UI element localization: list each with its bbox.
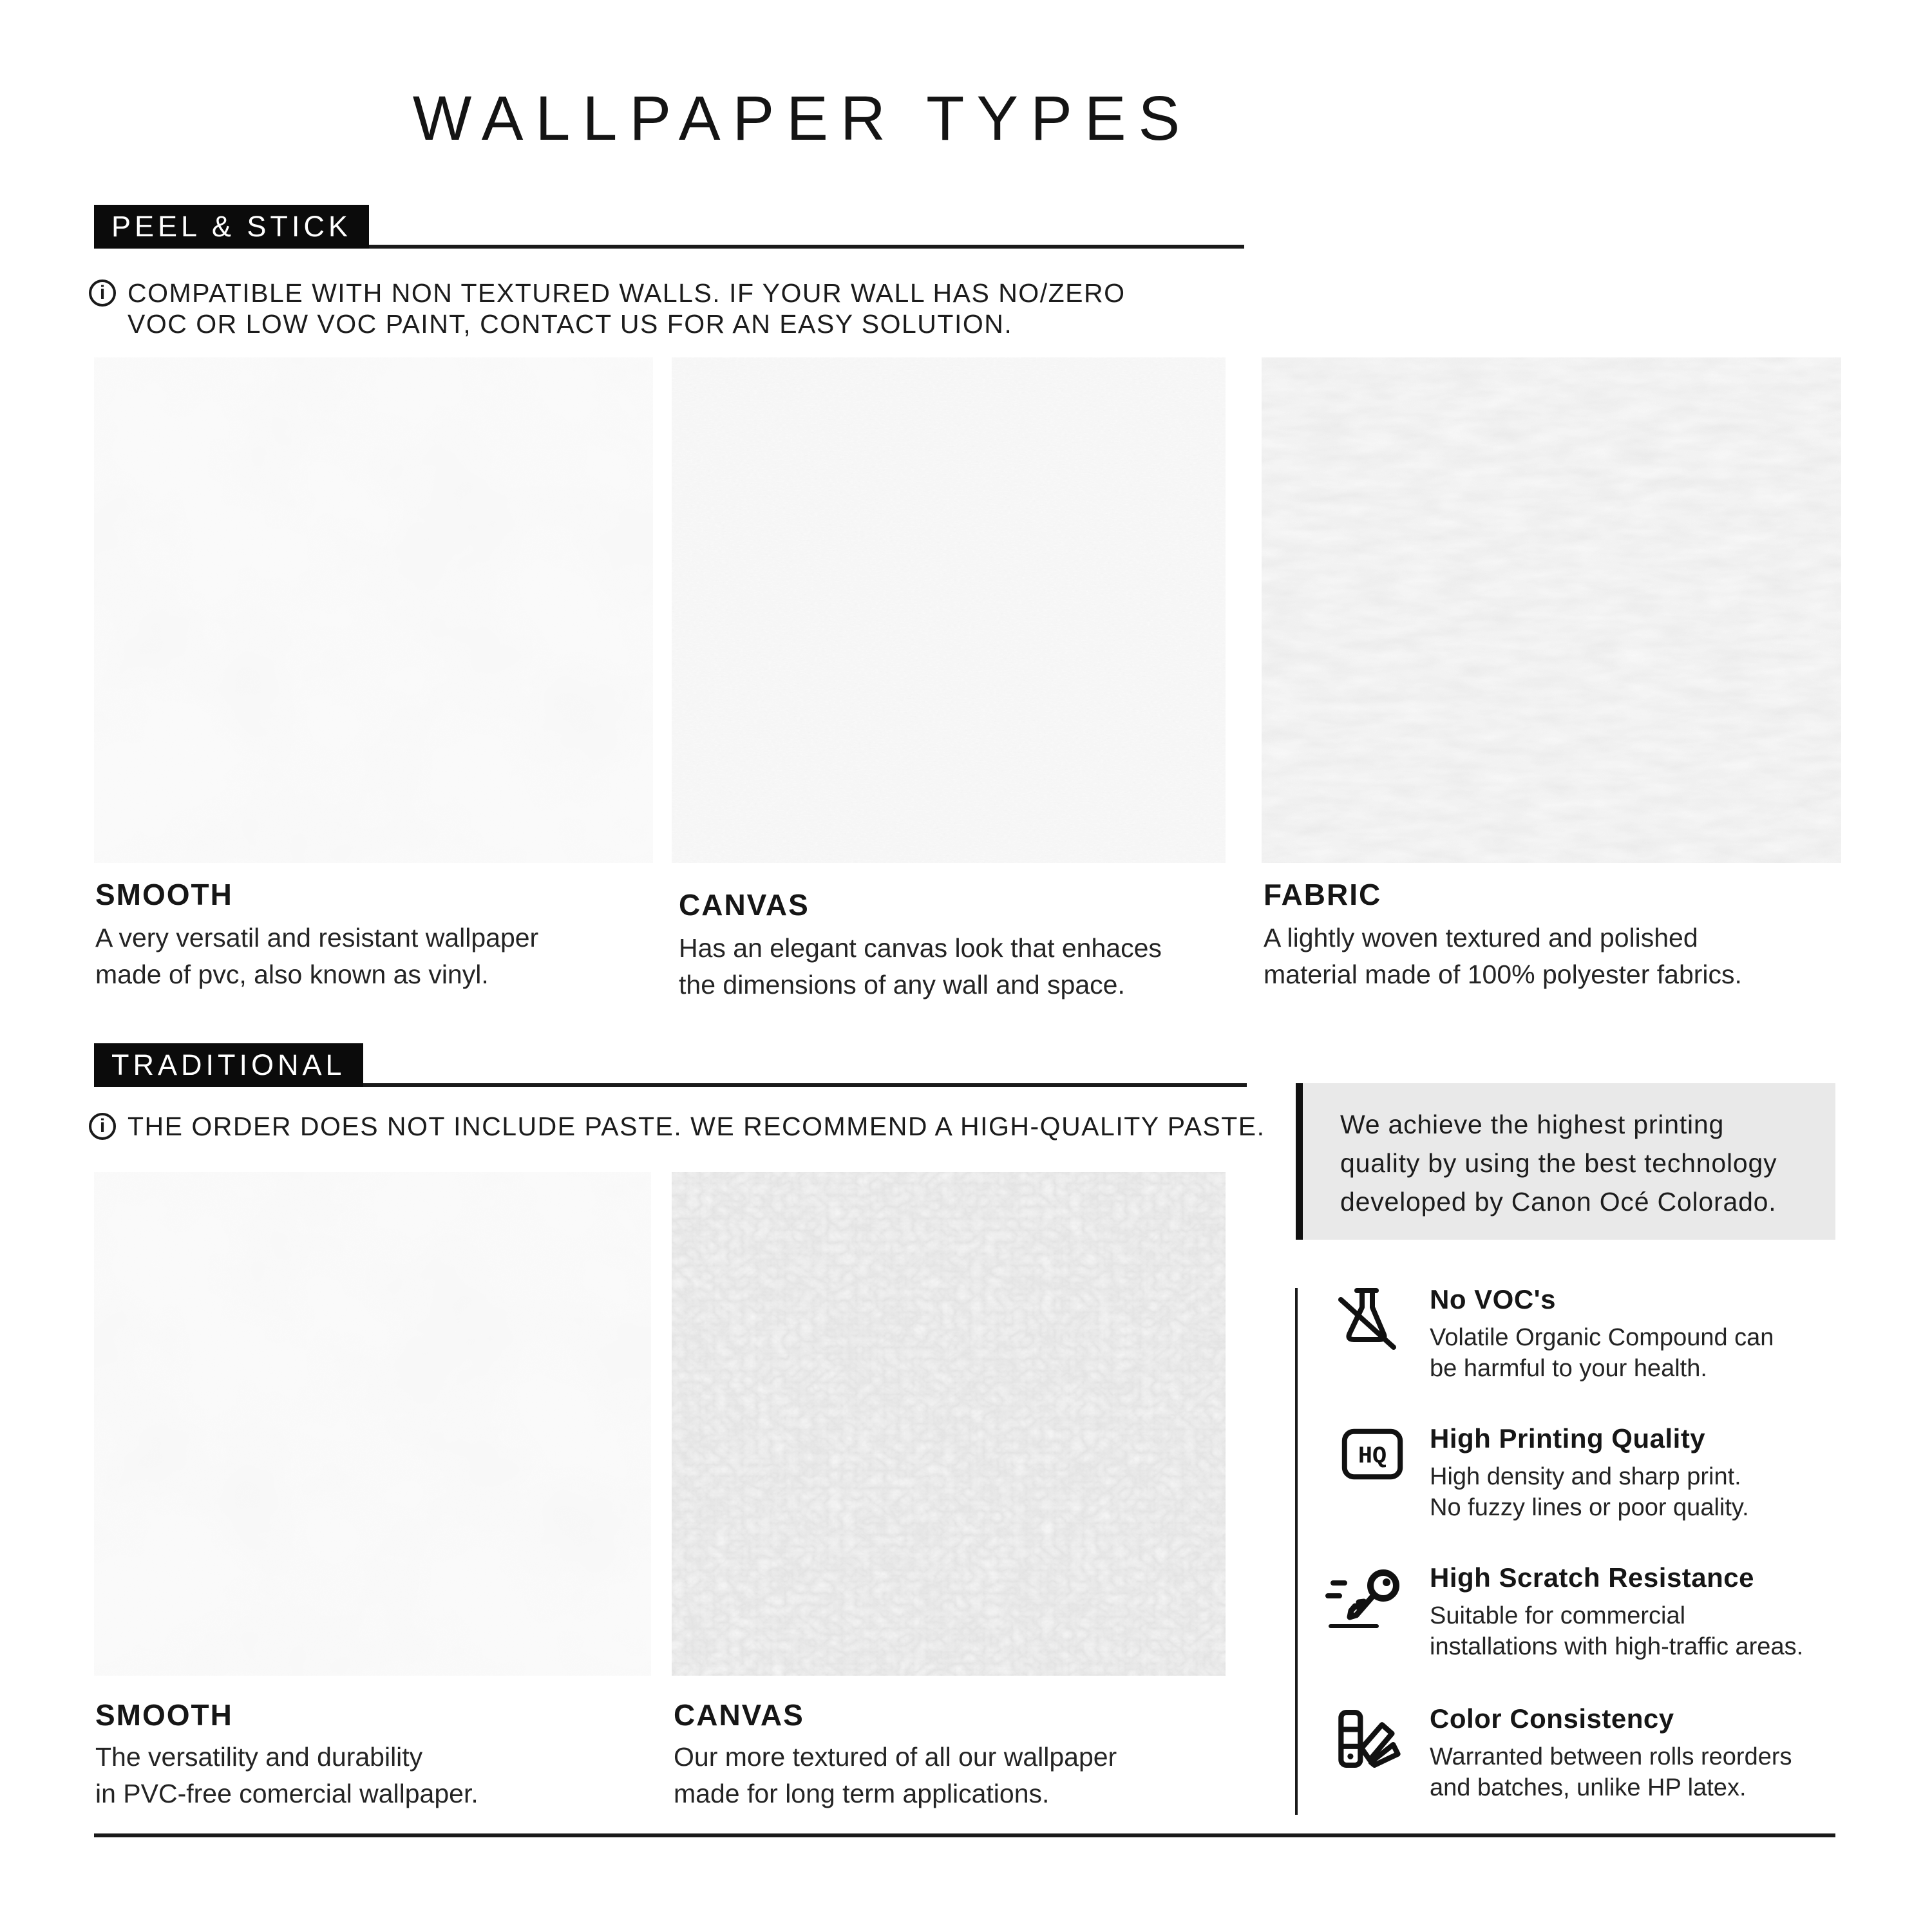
swatch-description [1264, 920, 1742, 993]
no-voc-flask-icon [1334, 1283, 1401, 1354]
canvas-texture-image [672, 357, 1226, 863]
features-divider-rule [1295, 1288, 1298, 1815]
feature-no-voc [1430, 1284, 1868, 1384]
feature-description [1430, 1322, 1868, 1384]
swatch-traditional-canvas [672, 1172, 1226, 1676]
desc-line: made for long term applications. [674, 1779, 1050, 1808]
desc-line: in PVC-free comercial wallpaper. [95, 1779, 478, 1808]
desc-line: Volatile Organic Compound can [1430, 1324, 1774, 1351]
quality-line: developed by Canon Océ Colorado. [1340, 1187, 1777, 1217]
fabric-texture-image [1262, 357, 1841, 863]
peel-stick-note-line1: COMPATIBLE WITH NON TEXTURED WALLS. IF YOUR WALL HAS NO/ZERO [128, 278, 1126, 308]
swatch-peel-fabric [1262, 357, 1841, 863]
peel-stick-note-line2: VOC OR LOW VOC PAINT, CONTACT US FOR AN EASY SOLUTION. [128, 309, 1013, 339]
desc-line: material made of 100% polyester fabrics. [1264, 960, 1742, 989]
swatch-description [95, 920, 538, 993]
feature-description [1430, 1461, 1868, 1523]
page-title: WALLPAPER TYPES [412, 83, 1193, 153]
desc-line: Has an elegant canvas look that enhaces [679, 933, 1162, 963]
bottom-separator-rule [94, 1833, 1835, 1837]
swatch-name: CANVAS [674, 1698, 804, 1732]
swatch-description [679, 930, 1162, 1003]
key-scratch-icon [1325, 1566, 1405, 1631]
printing-quality-callout [1296, 1083, 1835, 1240]
desc-line: Suitable for commercial [1430, 1602, 1686, 1629]
feature-color-consistency [1430, 1703, 1868, 1803]
smooth-texture-image [94, 1172, 651, 1676]
hq-badge-icon [1341, 1428, 1403, 1480]
swatch-peel-canvas [672, 357, 1226, 863]
color-swatchbook-icon [1337, 1707, 1401, 1771]
swatch-description [95, 1739, 478, 1812]
feature-high-scratch-resistance [1430, 1562, 1868, 1662]
info-icon: i [89, 279, 116, 307]
feature-title: Color Consistency [1430, 1703, 1674, 1734]
desc-line: High density and sharp print. [1430, 1463, 1741, 1490]
swatch-name: SMOOTH [95, 1698, 233, 1732]
desc-line: the dimensions of any wall and space. [679, 970, 1125, 999]
feature-title: High Printing Quality [1430, 1423, 1706, 1454]
swatch-name: SMOOTH [95, 878, 233, 911]
rough-canvas-texture-image [672, 1172, 1226, 1676]
swatch-name: CANVAS [679, 888, 810, 922]
swatch-description [674, 1739, 1117, 1812]
section-label-traditional: TRADITIONAL [94, 1043, 363, 1087]
quality-line: quality by using the best technology [1340, 1148, 1777, 1178]
desc-line: The versatility and durability [95, 1742, 423, 1772]
desc-line: Our more textured of all our wallpaper [674, 1742, 1117, 1772]
section-label-peel-stick: PEEL & STICK [94, 205, 369, 249]
feature-description [1430, 1600, 1868, 1662]
swatch-peel-smooth [94, 357, 653, 863]
info-icon: i [89, 1113, 116, 1140]
desc-line: be harmful to your health. [1430, 1355, 1707, 1382]
feature-title: High Scratch Resistance [1430, 1562, 1755, 1593]
quality-line: We achieve the highest printing [1340, 1110, 1725, 1139]
smooth-texture-image [94, 357, 653, 863]
feature-high-printing-quality [1430, 1423, 1868, 1523]
printing-quality-text [1340, 1105, 1777, 1221]
desc-line: installations with high-traffic areas. [1430, 1633, 1804, 1660]
swatch-traditional-smooth [94, 1172, 651, 1676]
desc-line: Warranted between rolls reorders [1430, 1743, 1792, 1770]
traditional-note-line1: THE ORDER DOES NOT INCLUDE PASTE. WE RECOMMEND A HIGH-QUALITY PASTE. [128, 1112, 1265, 1141]
feature-title: No VOC's [1430, 1284, 1557, 1314]
desc-line: and batches, unlike HP latex. [1430, 1774, 1747, 1801]
desc-line: A lightly woven textured and polished [1264, 923, 1698, 952]
desc-line: A very versatil and resistant wallpaper [95, 923, 539, 952]
swatch-name: FABRIC [1264, 878, 1382, 911]
desc-line: made of pvc, also known as vinyl. [95, 960, 489, 989]
desc-line: No fuzzy lines or poor quality. [1430, 1494, 1749, 1521]
feature-description [1430, 1741, 1868, 1803]
hq-letters: HQ [1358, 1443, 1387, 1470]
